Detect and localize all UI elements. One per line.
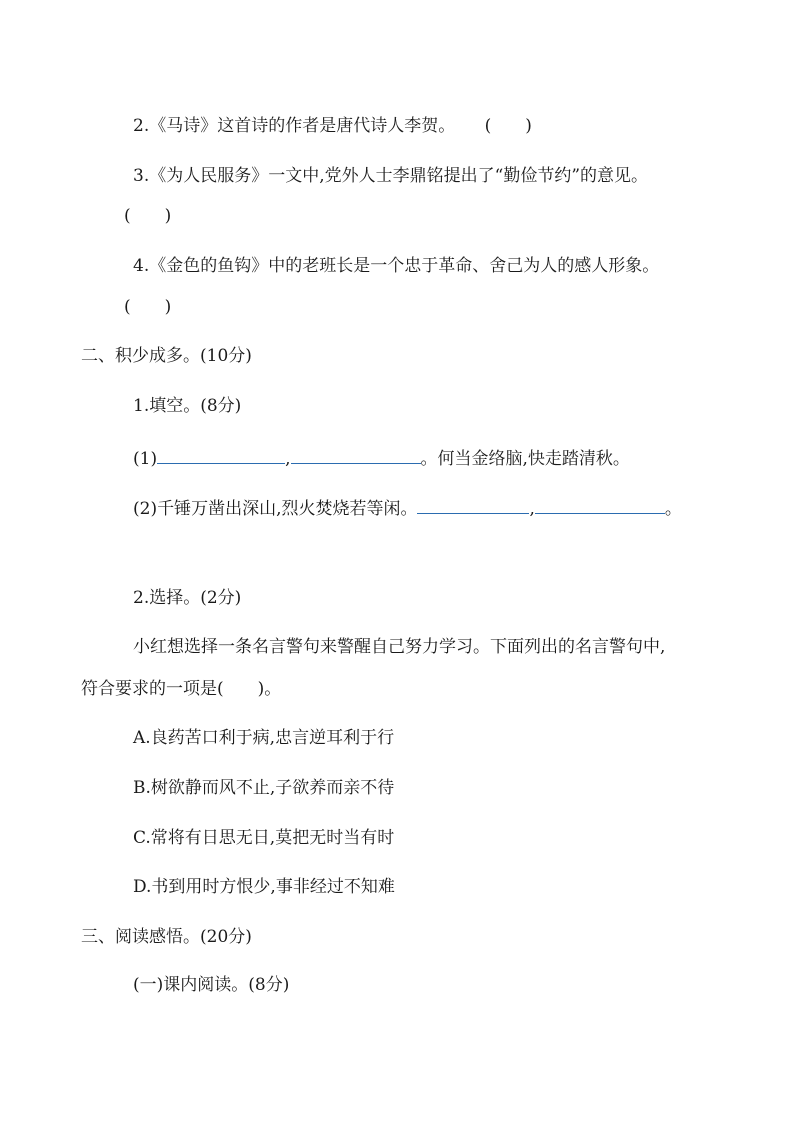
choice-option-b[interactable]: B.树欲静而风不止,子欲养而亲不待: [133, 778, 395, 798]
fill-blank[interactable]: [417, 497, 529, 514]
choice-title: 2.选择。(2分): [133, 588, 242, 608]
answer-paren[interactable]: ( ): [124, 206, 172, 226]
judge-q4-text: 4.《金色的鱼钩》中的老班长是一个忠于革命、舍己为人的感人形象。: [133, 256, 660, 276]
fill-blank[interactable]: [291, 447, 421, 464]
fill-line-2: [133, 497, 682, 520]
choice-option-a[interactable]: A.良药苦口利于病,忠言逆耳利于行: [133, 728, 395, 748]
fill-suffix: 。何当金络脑,快走踏清秋。: [420, 449, 630, 469]
judge-q2-text: 2.《马诗》这首诗的作者是唐代诗人李贺。: [133, 116, 456, 136]
fill-comma: ,: [529, 499, 535, 519]
answer-paren[interactable]: ( ): [124, 297, 172, 317]
fill-comma: ,: [285, 449, 291, 469]
section-heading: 二、积少成多。(10分): [81, 346, 252, 366]
section-heading: 三、阅读感悟。(20分): [81, 927, 252, 947]
fill-line-1: [133, 447, 630, 470]
choice-option-d[interactable]: D.书到用时方恨少,事非经过不知难: [133, 877, 395, 897]
fill-title: 1.填空。(8分): [133, 396, 242, 416]
judge-q2: [133, 115, 532, 137]
fill-prefix: (1): [133, 449, 158, 469]
choice-option-c[interactable]: C.常将有日思无日,莫把无时当有时: [133, 828, 395, 848]
fill-suffix: 。: [664, 499, 682, 519]
answer-paren[interactable]: ( ): [484, 116, 532, 136]
judge-q3: [133, 165, 648, 187]
fill-blank[interactable]: [535, 497, 665, 514]
judge-q4: [133, 255, 659, 277]
fill-prefix: (2)千锤万凿出深山,烈火焚烧若等闲。: [133, 499, 418, 519]
choice-stem: 小红想选择一条名言警句来警醒自己努力学习。下面列出的名言警句中,: [133, 637, 666, 657]
choice-stem[interactable]: 符合要求的一项是( )。: [81, 679, 282, 699]
subsection-title: (一)课内阅读。(8分): [133, 975, 290, 995]
fill-blank[interactable]: [157, 447, 285, 464]
judge-q3-text: 3.《为人民服务》一文中,党外人士李鼎铭提出了“勤俭节约”的意见。: [133, 166, 649, 186]
